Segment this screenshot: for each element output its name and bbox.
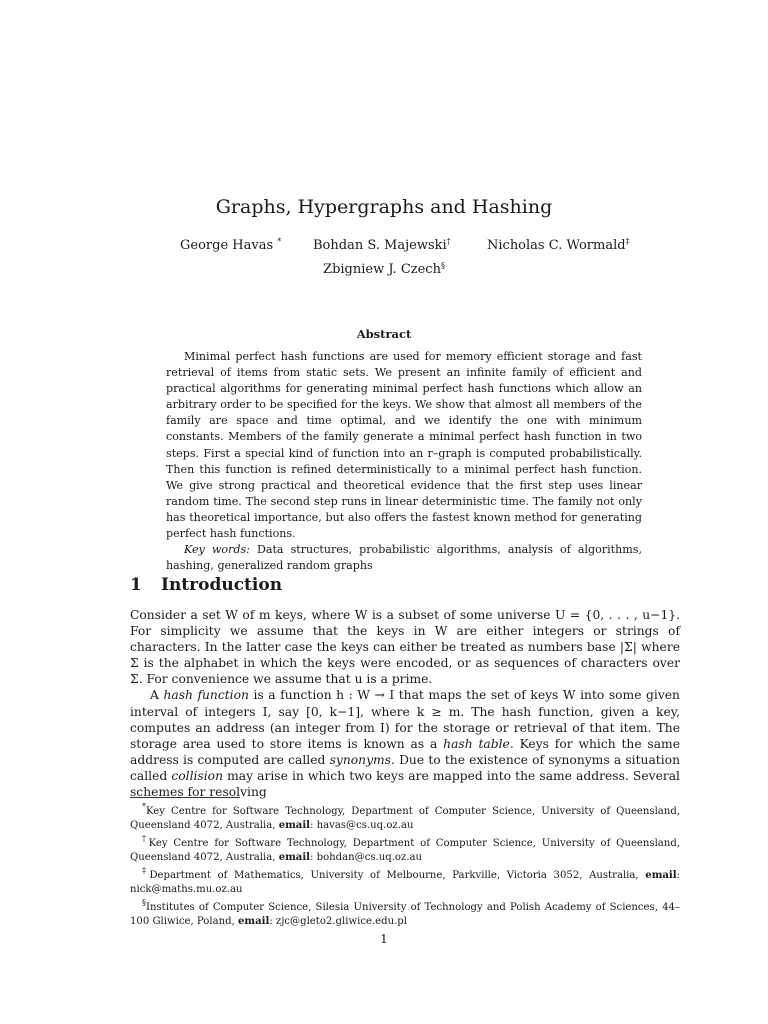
footnote: §Institutes of Computer Science, Silesia University of Technology and Polish Academy of Sciences, 44–100 Gliwice, Poland, email: zjc@gleto2.gliwice.edu.pl xyxy=(130,898,680,927)
introduction-body xyxy=(130,607,680,800)
footnote: *Key Centre for Software Technology, Department of Computer Science, University of Queensland, Queensland 4072, Australia, email: havas@cs.uq.oz.au xyxy=(130,802,680,831)
keywords: Key words: Data structures, probabilistic algorithms, analysis of algorithms, hashing, generalized random graphs xyxy=(166,543,643,573)
footnote: †Key Centre for Software Technology, Department of Computer Science, University of Queensland, Queensland 4072, Australia, email: bohdan@cs.uq.oz.au xyxy=(130,834,680,863)
author-3: Nicholas C. Wormald‡ xyxy=(487,237,630,253)
footnote-rule xyxy=(130,797,240,798)
abstract xyxy=(166,349,642,574)
footnotes xyxy=(130,800,680,928)
author-1: George Havas * xyxy=(180,237,282,253)
section-heading: 1 Introduction xyxy=(130,575,283,595)
abstract-text: Minimal perfect hash functions are used for memory efficient storage and fast retrieval of items from static sets. We present an infinite family of efficient and practical algorithms for generating minimal perfect hash functions which allow an arbitrary order to be specified for the keys. We show that almost all members of the family are space and time optimal, and we identify the one with minimum constants. Members of the family generate a minimal perfect hash function in two steps. First a special kind of function into an r–graph is computed probabilistically. Then this function is refined deterministically to a minimal perfect hash function. We give strong practical and theoretical evidence that the first step uses linear random time. The second step runs in linear deterministic time. The family not only has theoretical importance, but also offers the fastest known method for generating perfect hash functions. xyxy=(166,350,642,541)
footnote: ‡Department of Mathematics, University of Melbourne, Parkville, Victoria 3052, Australia, email: nick@maths.mu.oz.au xyxy=(130,866,680,895)
paragraph-2: A hash function is a function h : W → I that maps the set of keys W into some given interval of integers I, say [0, k−1], where k ≥ m. The hash function, given a key, computes an address (an integer from I) for the storage or retrieval of that item. The storage area used to store items is known as a hash table. Keys for which the same address is computed are called synonyms. Due to the existence of synonyms a situation called collision may arise in which two keys are mapped into the same address. Several schemes for resolving xyxy=(130,688,680,800)
abstract-heading: Abstract xyxy=(356,327,412,341)
paper-title: Graphs, Hypergraphs and Hashing xyxy=(215,196,553,218)
author-4: Zbigniew J. Czech§ xyxy=(323,261,445,277)
author-2: Bohdan S. Majewski† xyxy=(313,237,451,253)
page-number: 1 xyxy=(380,932,388,946)
paragraph-1: Consider a set W of m keys, where W is a subset of some universe U = {0, . . . , u−1}. For simplicity we assume that the keys in W are either integers or strings of characters. In the latter case the keys can either be treated as numbers base |Σ| where Σ is the alphabet in which the keys were encoded, or as sequences of characters over Σ. For convenience we assume that u is a prime. xyxy=(130,608,680,687)
